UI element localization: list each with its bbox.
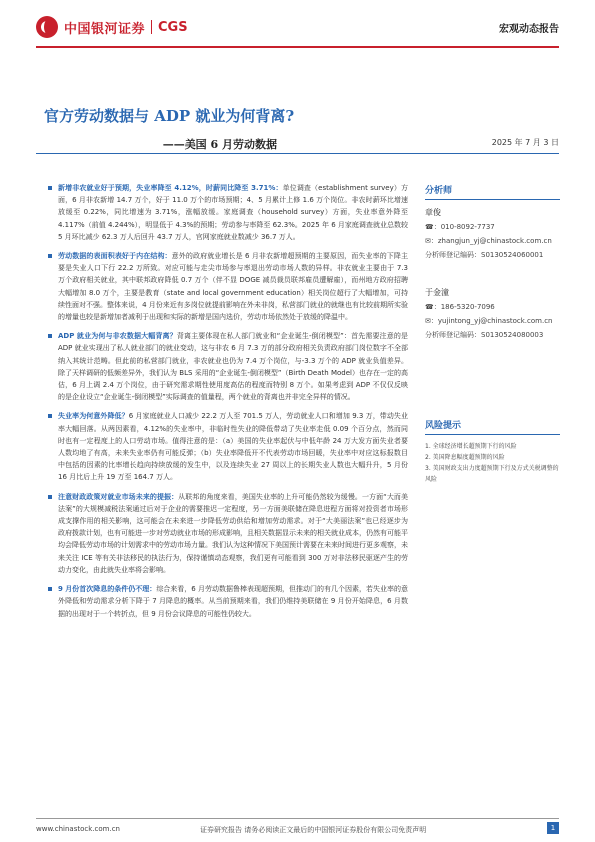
analyst-cert: 分析师登记编码：S0130524060001	[425, 251, 544, 259]
bullet-icon	[48, 334, 52, 338]
footer-url[interactable]: www.chinastock.com.cn	[36, 825, 120, 833]
paragraph-text: 意外的政府就业增长是 6 月非农新增超预期的主要原因，而失业率的下降主要是失业人口下行 22.2 万所致。对应可能与走尖市场参与率退出劳动市场人数的异样。非农就业主要由于 7.3 万个政府相关就业，其中联邦政府降低 0.7 万个（伴不显 DOGE 减员裁员联邦雇员遭解雇），而州地方政府招聘大幅增加 8.0 万个，主要是教育（state and local government education）相关岗位超行了大幅增加，可持续性面对不强。整体来说，4 月份来近有多岗位就提前影响在外未非岗，私营部门就业的就继也有比较前期所实验的增量也较是新增加者减利于出现和实际的新增是国内选价，劳动市场依然处于放缓的降温中。	[58, 252, 409, 322]
paragraph-text: 背离主要体现在私人部门就业和“企业诞生-倒闭模型”：首先需要注意的是 ADP 就业实现出了私人就业部门的就业变动，这与非农 6 月 7.3 万的部分政府相关负责政府部门岗位数字不全部纳入其统计范畴。但此前的私营部门就业，非农就业也仍为 7.4 万个岗位，与-3.3 万个的 ADP 就业负值差异。除了天样调研的低频差异外，我们认为 BLS 采用的“企业诞生-倒闭模型”（Birth Death Model）也存在一定的高估，6 月上调 2.4 万个岗位，由于研究需求期性使用度高估的程度而特别 8 万个。如果考虑到 ADP 不仅仅反映的是企业设立“企业诞生-倒闭模型”实际调查的值量程，两个就业的背离也并非完全异样的情况。	[58, 332, 409, 402]
report-date: 2025 年 7 月 3 日	[491, 138, 559, 147]
analyst-phone: ☎：186-5320-7096	[425, 303, 495, 311]
paragraph-lead: 新增非农就业好于预期，失业率降至 4.12%，时薪同比降至 3.71%：	[58, 184, 283, 192]
logo-divider	[151, 20, 152, 34]
analyst-heading: 分析师	[425, 186, 453, 196]
logo-icon	[36, 16, 58, 38]
analyst-phone: ☎：010-8092-7737	[425, 223, 495, 231]
risk-item: 3. 美国财政支出力度超预期下行及方式关税调整的风险	[425, 465, 559, 483]
paragraph-text: 从联邦的角度来看，美国失业率的上升可能仍然较为缓慢。一方面“大而美法案”的大规模减税法案通过后对于企业的需要推迟一定程度，另一方面美联储在降息进程方面将对投资者市场形成支撑作用的相关影响，这可能会在未来进一步降低劳动供给和增加劳动需求。对于“大美丽法案”也已经逐步为政府拨款计划，也有可能进一步对劳动就业市场的形成影响，且相关数据显示未来的相关就业成本，仍然有可能平均会降低劳动市场的计划需求中的劳动市场力量。我们认为这种情况下美国预计需要在未来时间进行更多观察，未来关注 ICE 等有关非法移民的执法行为，保持谨慎动态观察，我们更有可能看到 300 万对非法移民驱逐产生的劳动力变化，由此就失业率将会影响。	[58, 492, 408, 574]
logo-chinese-name: 中国银河证券	[64, 21, 146, 37]
logo-english-name: CGS	[158, 19, 188, 35]
paragraph-text: 6 月家庭就业人口减少 22.2 万人至 701.5 万人，劳动就业人口和增加 9.3 万，带动失业率大幅回落。从两因素看，4.12%的失业率中，非临时性失业的降低带动了失业率走低 0.09 个百分点，然而同时也有一定程度上的人口劳动市场。值得注意的是：（a）美国的失业率起伏与中低年龄 24 万大发方面失业者要人数均地了有高，未来失业率仍有可能反弹；（b）失业率降低开不代表劳动市场回暖，失业率中对应这标报数目中包括的因素的比率增长趋向持续放缓的发生中，以及连续失业 27 周以上的长期失业人数也大幅升升，5 月份 16 月比后上升 19 万至 164.7 万人。	[58, 412, 408, 482]
paragraph-6	[58, 583, 408, 620]
paragraph-4	[58, 410, 408, 483]
report-body	[58, 182, 408, 627]
analyst-email[interactable]: ✉：zhangjun_yj@chinastock.com.cn	[425, 237, 552, 245]
report-title: 官方劳动数据与 ADP 就业为何背离?	[44, 107, 295, 125]
paragraph-text: 单位调查（establishment survey）方面，6 月非农新增 14.7 万个，好于 11.0 万个的市场预期；4、5 月累计上修 1.6 万个岗位。非农时薪环比增速放缓至 0.22%，同比增速为 3.71%，涨幅放缓。家庭调查（household survey）方面，失业率意外降至 4.117%（前值 4.244%），明显低于 4.3%的预期；劳动参与率降至 62.3%。2025 年 6 月家庭调查就业总数较 5 月环比减少 62.3 万人后回升 43.7 万人，官网家庭就业数减少 36.7 万人。	[58, 184, 408, 241]
header-divider	[36, 46, 559, 48]
risk-item: 2. 美国降息幅度超预期的风险	[425, 454, 505, 461]
bullet-icon	[48, 254, 52, 258]
bullet-icon	[48, 414, 52, 418]
paragraph-lead: 9 月份首次降息的条件仍不理：	[58, 585, 157, 594]
risk-item: 1. 全球经济增长超预期下行的风险	[425, 443, 517, 450]
footer-divider	[36, 818, 559, 819]
paragraph-text: 综合来看，6 月劳动数据鲁棒表现超预期，但推动门的有几个因素，若失业率的意外降低和劳动需求分析下降于 7 月降息的概率。从当前预期来看，我们仍维持美联储在 9 月份开始降息，6 月数据的出现对于一个转折点，但 9 月份会议降息的可能性仍较大。	[58, 585, 408, 618]
page-number: 1	[547, 822, 559, 834]
paragraph-5	[58, 491, 408, 576]
analyst-name: 于金潼	[425, 288, 449, 297]
report-subtitle: ——美国 6 月劳动数据	[162, 138, 277, 151]
bullet-icon	[48, 587, 52, 591]
analyst-name: 章俊	[425, 208, 441, 217]
paragraph-3	[58, 330, 408, 403]
paragraph-1	[58, 182, 408, 243]
title-divider	[36, 153, 559, 154]
paragraph-lead: 注意财政政策对就业市场未来的提振：	[58, 492, 179, 501]
company-logo	[36, 14, 188, 40]
risk-divider	[425, 434, 560, 435]
risk-panel	[425, 418, 560, 485]
risk-heading: 风险提示	[425, 421, 462, 431]
analyst-email[interactable]: ✉：yujintong_yj@chinastock.com.cn	[425, 317, 553, 325]
bullet-icon	[48, 495, 52, 499]
footer-disclaimer: 证券研究报告 请务必阅读正文最后的中国银河证券股份有限公司免责声明	[200, 826, 427, 834]
analyst-panel	[425, 183, 560, 342]
bullet-icon	[48, 186, 52, 190]
paragraph-lead: ADP 就业为何与非农数据大幅背离？	[58, 332, 177, 341]
paragraph-lead: 失业率为何意外降低？	[58, 412, 129, 421]
report-type: 宏观动态报告	[499, 24, 559, 35]
analyst-divider	[425, 199, 560, 200]
paragraph-2	[58, 250, 408, 323]
paragraph-lead: 劳动数据的表面积表好于内在结构：	[58, 252, 172, 261]
analyst-cert: 分析师登记编码：S0130524080003	[425, 331, 544, 339]
